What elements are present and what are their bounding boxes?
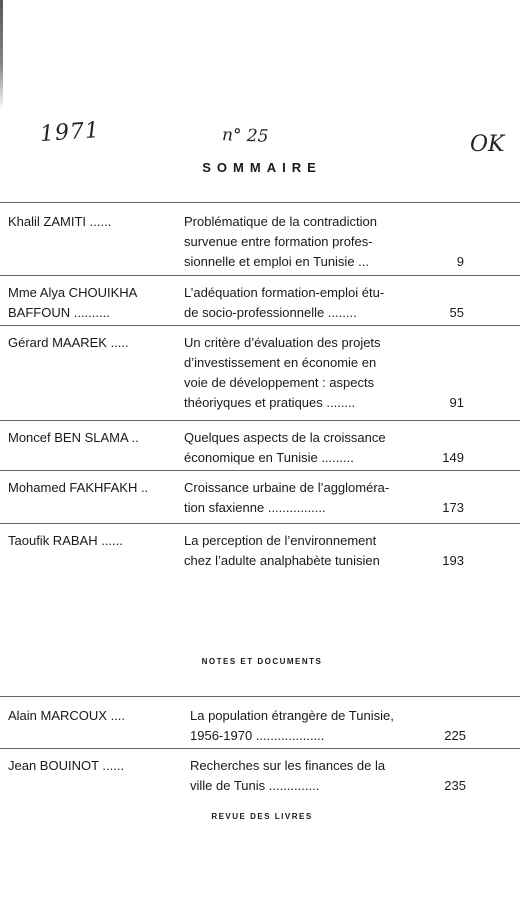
- entry-title: [184, 212, 464, 272]
- entry-title: [184, 531, 464, 571]
- entry-title-line: [184, 353, 464, 373]
- page-title: SOMMAIRE: [202, 160, 322, 175]
- entry-divider: [0, 748, 520, 749]
- entry-title-line: [184, 303, 464, 323]
- author-line: Alain MARCOUX ....: [8, 708, 126, 723]
- entry-title-line: [184, 252, 464, 272]
- reviews-section-title: REVUE DES LIVRES: [211, 812, 313, 821]
- notes-section-title: NOTES ET DOCUMENTS: [201, 657, 323, 666]
- author-line: BAFFOUN ..........: [8, 305, 110, 320]
- entry-title-text: sionnelle et emploi en Tunisie ...: [184, 254, 369, 269]
- entry-page-number: 9: [456, 254, 464, 269]
- author-line: Jean BOUINOT ......: [8, 758, 125, 773]
- entry-page-number: 235: [444, 778, 466, 793]
- entry-title-text: La population étrangère de Tunisie,: [190, 708, 394, 723]
- scan-edge-mark: [0, 0, 3, 110]
- entry-title-text: Quelques aspects de la croissance: [184, 430, 386, 445]
- entry-title-text: Recherches sur les finances de la: [190, 758, 386, 773]
- entry-page-number: 149: [442, 450, 464, 465]
- entry-title-line: [184, 478, 464, 498]
- entry-title-line: [184, 551, 464, 571]
- handwritten-issue-number: n° 25: [221, 125, 269, 147]
- entry-divider: [0, 325, 520, 326]
- entry-title-line: [184, 498, 464, 518]
- entry-title-text: théoriyques et pratiques ........: [184, 395, 356, 410]
- entry-author: [8, 333, 129, 353]
- author-line: Taoufik RABAH ......: [8, 533, 123, 548]
- entry-title-text: tion sfaxienne ................: [184, 500, 326, 515]
- entry-title: [184, 283, 464, 323]
- entry-title-text: chez l’adulte analphabète tunisien: [184, 553, 380, 568]
- entry-page-number: 193: [442, 553, 464, 568]
- entry-author: [8, 756, 124, 776]
- author-line: Moncef BEN SLAMA ..: [8, 430, 139, 445]
- entry-title-text: Croissance urbaine de l’aggloméra-: [184, 480, 390, 495]
- entry-title-line: [184, 428, 464, 448]
- entry-title-line: [190, 706, 466, 726]
- entry-title: [190, 756, 466, 796]
- entry-title-text: voie de développement : aspects: [184, 375, 375, 390]
- entry-author: [8, 478, 148, 498]
- entry-author: [8, 212, 111, 232]
- entry-title-line: [184, 232, 464, 252]
- entry-title-line: [184, 393, 464, 413]
- entry-title-text: La perception de l’environnement: [184, 533, 377, 548]
- entry-title-line: [184, 448, 464, 468]
- entry-author: [8, 283, 137, 323]
- entry-divider: [0, 470, 520, 471]
- entry-title-line: [190, 726, 466, 746]
- entry-title-text: survenue entre formation profes-: [184, 234, 373, 249]
- handwritten-year: 1971: [39, 117, 101, 148]
- entry-title-text: d’investissement en économie en: [184, 355, 377, 370]
- author-line: Mme Alya CHOUIKHA: [8, 285, 138, 300]
- entry-divider: [0, 696, 520, 697]
- entry-title-line: [184, 212, 464, 232]
- entry-author: [8, 531, 123, 551]
- entry-title-line: [184, 283, 464, 303]
- entry-title-text: Problématique de la contradiction: [184, 214, 377, 229]
- entry-page-number: 91: [449, 395, 464, 410]
- entry-page-number: 55: [449, 305, 464, 320]
- entry-page-number: 225: [444, 728, 466, 743]
- entry-title-line: [184, 531, 464, 551]
- entry-title-text: de socio-professionnelle ........: [184, 305, 357, 320]
- entry-title-text: 1956-1970 ...................: [190, 728, 325, 743]
- author-line: Mohamed FAKHFAKH ..: [8, 480, 149, 495]
- entry-author: [8, 428, 139, 448]
- entry-title: [184, 333, 464, 413]
- entry-title-text: ville de Tunis ..............: [190, 778, 320, 793]
- entry-title: [184, 428, 464, 468]
- entry-title-text: économique en Tunisie .........: [184, 450, 354, 465]
- entry-title-text: L’adéquation formation-emploi étu-: [184, 285, 385, 300]
- entry-author: [8, 706, 125, 726]
- entry-title: [190, 706, 466, 746]
- entry-title-line: [190, 756, 466, 776]
- entry-title-text: Un critère d’évaluation des projets: [184, 335, 381, 350]
- entry-title-line: [190, 776, 466, 796]
- entry-title: [184, 478, 464, 518]
- handwritten-ok-mark: OK: [470, 132, 505, 157]
- entry-title-line: [184, 373, 464, 393]
- author-line: Gérard MAAREK .....: [8, 335, 129, 350]
- entry-divider: [0, 420, 520, 421]
- author-line: Khalil ZAMITI ......: [8, 214, 112, 229]
- entry-page-number: 173: [442, 500, 464, 515]
- entry-divider: [0, 202, 520, 203]
- entry-divider: [0, 523, 520, 524]
- entry-divider: [0, 275, 520, 276]
- entry-title-line: [184, 333, 464, 353]
